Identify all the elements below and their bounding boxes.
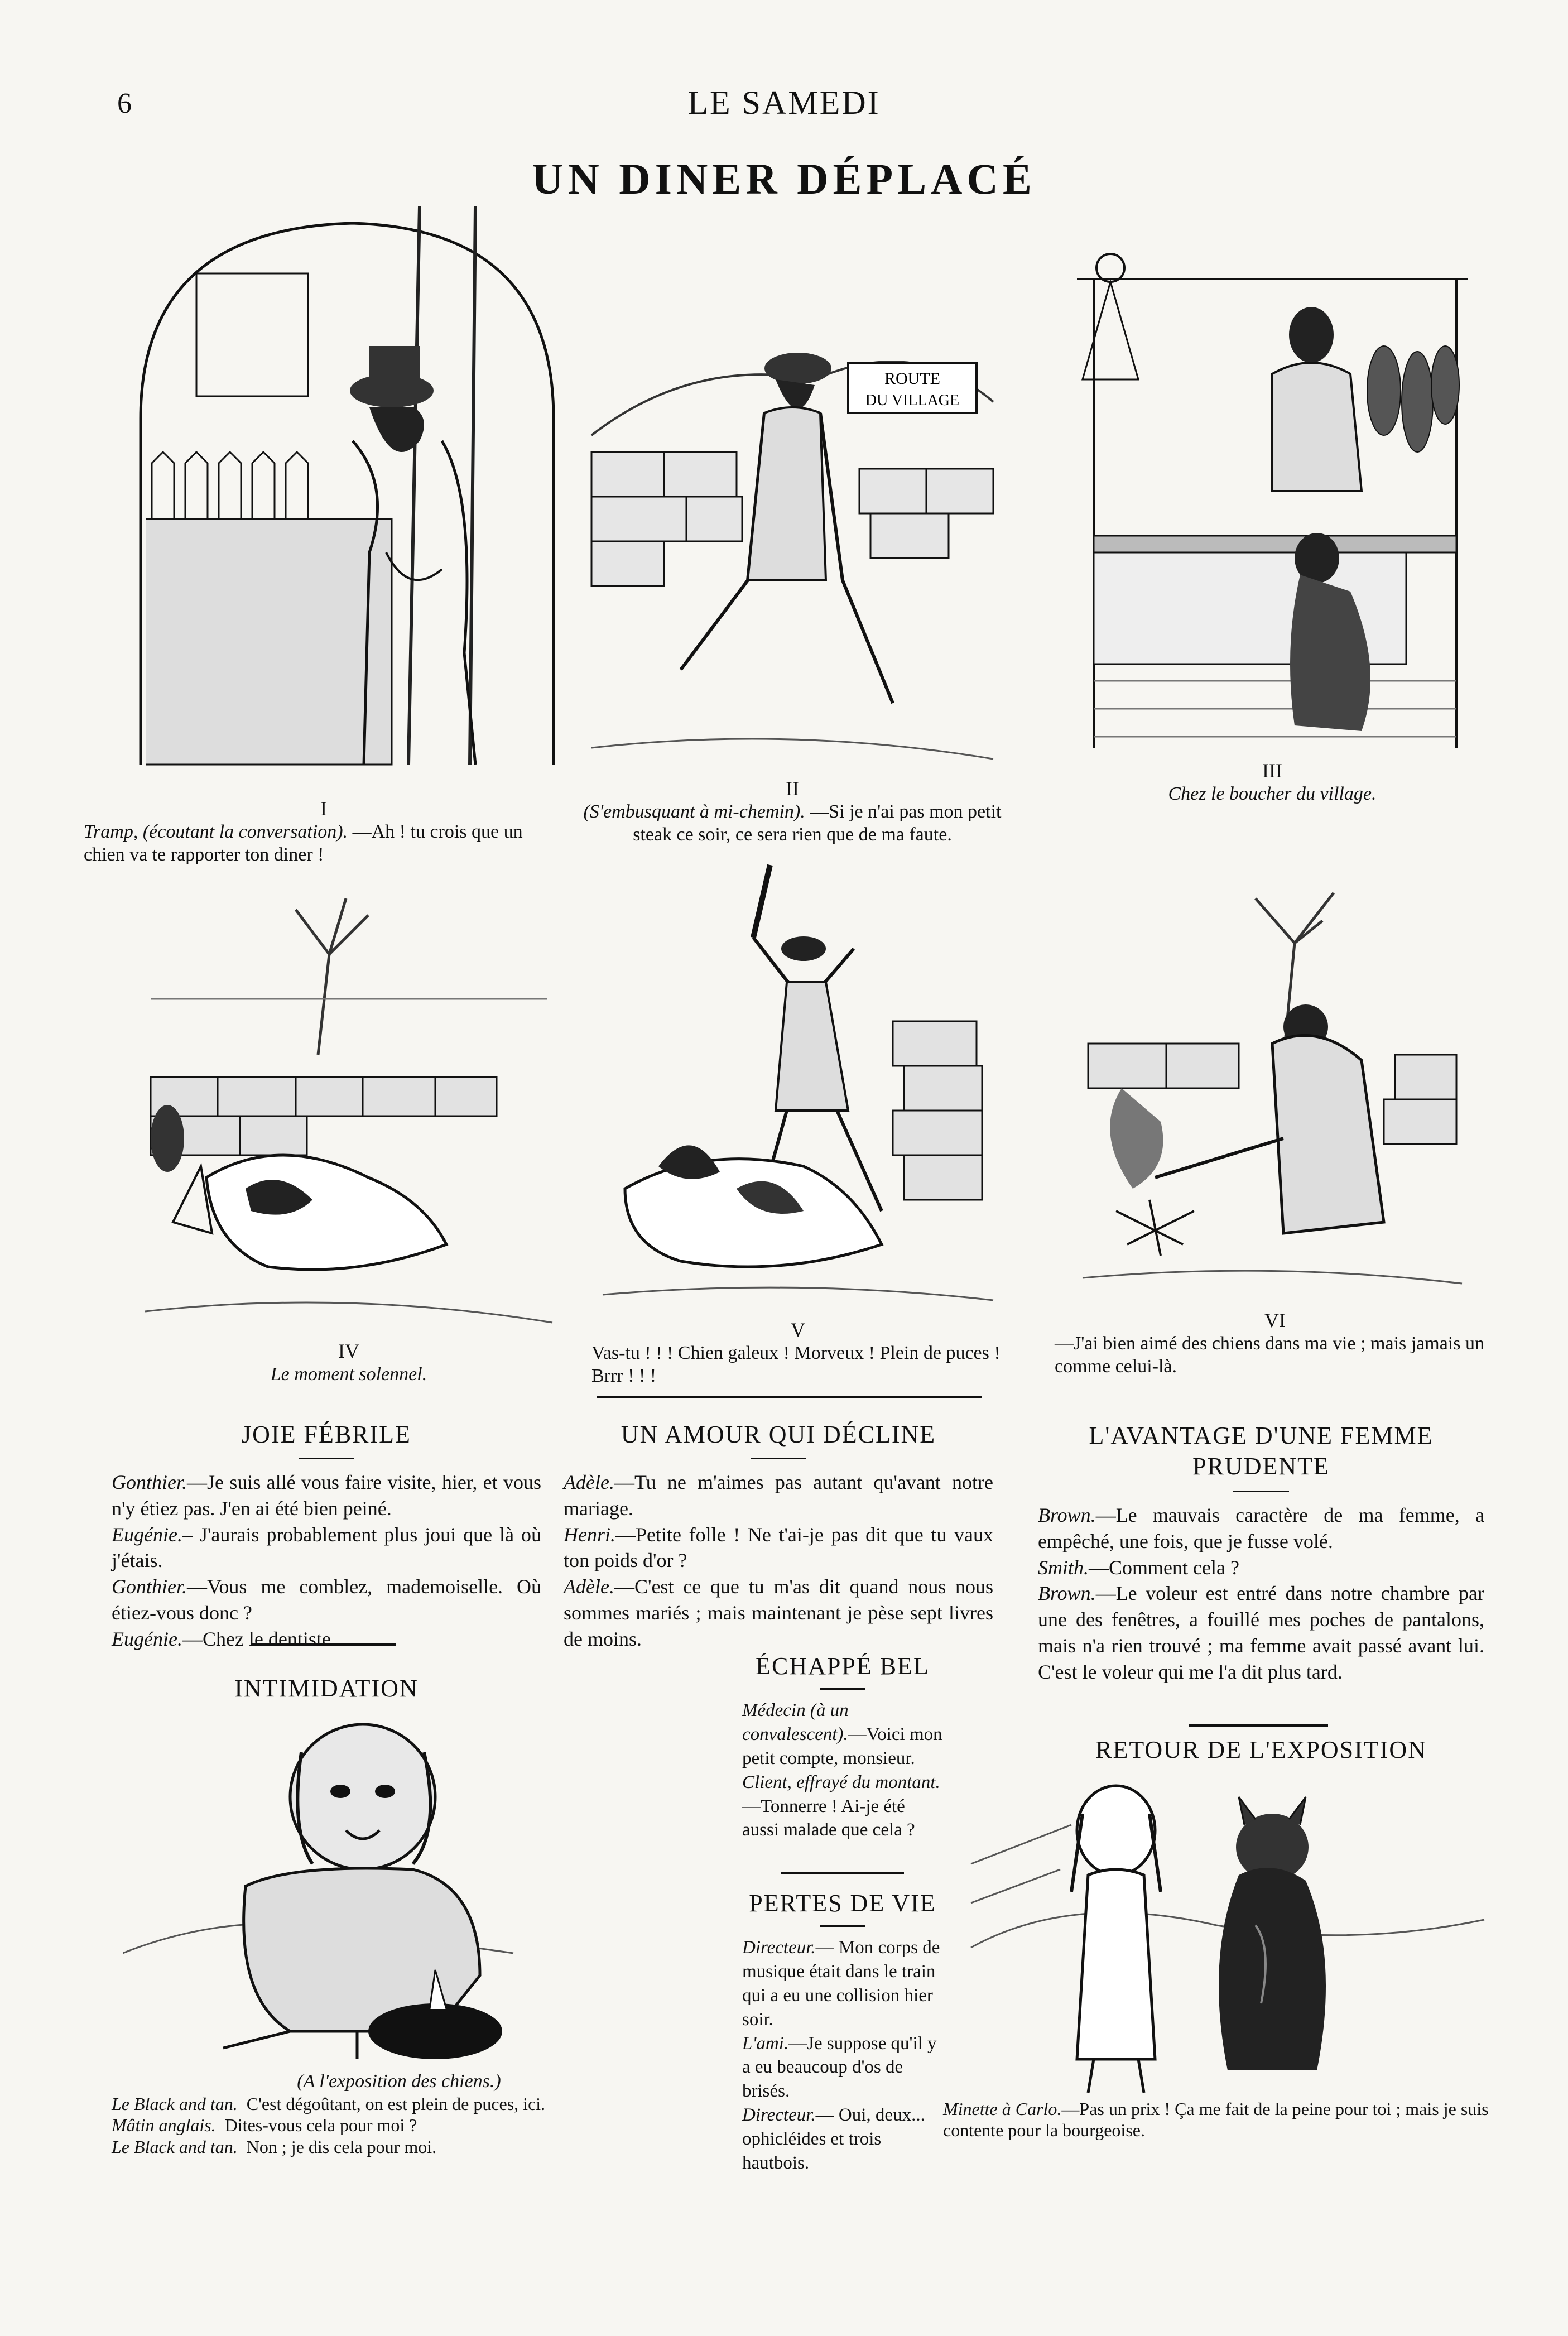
divider [1233, 1491, 1289, 1492]
echappe-title: ÉCHAPPÉ BEL [756, 1652, 930, 1680]
panel-6-illustration [1071, 876, 1473, 1306]
intimidation-illustration [123, 1719, 703, 2065]
amour-line: Adèle.—Tu ne m'aimes pas autant qu'avant notre mariage. [564, 1471, 993, 1520]
divider [781, 1872, 904, 1874]
retour-illustration [960, 1780, 1495, 2098]
tramp-walking-illustration [580, 268, 1004, 770]
pertes-story [742, 1889, 943, 2175]
amour-title: UN AMOUR QUI DÉCLINE [621, 1421, 936, 1448]
joie-line: Gonthier.—Je suis allé vous faire visite, hier, et vous n'y étiez pas. J'en ai été bien peiné. [112, 1471, 541, 1520]
masthead: LE SAMEDI [687, 84, 881, 121]
intimidation-line: Le Black and tan. C'est dégoûtant, on est plein de puces, ici. [112, 2093, 546, 2114]
panel-2-caption-italic: (S'embusquant à mi-chemin). [583, 801, 805, 823]
divider [820, 1925, 865, 1927]
panel-4-numeral: IV [338, 1340, 359, 1362]
tramp-cooking-illustration [1071, 876, 1473, 1306]
panel-2-numeral: II [786, 777, 799, 800]
divider [597, 1396, 982, 1398]
echappe-story [742, 1652, 943, 1842]
road-sign-line-1: ROUTE [884, 369, 940, 388]
retour-caption-text: —Pas un prix ! Ça me fait de la peine pour toi ; mais je suis contente pour la bourgeoise. [943, 2099, 1489, 2141]
retour-caption [943, 2098, 1495, 2141]
panel-3-caption-italic: Chez le boucher du village. [1168, 784, 1377, 805]
avantage-line: Brown.—Le voleur est entré dans notre chambre par une des fenêtres, a fouillé mes poches de pantalons, mais n'a rien trouvé ; ma femme avait passé avant lui. C'est le voleur qui me l'a dit plus tard. [1038, 1582, 1484, 1683]
panel-2-caption-text: —Si je n'ai pas mon petit steak ce soir, ce sera rien que de ma faute. [633, 801, 1002, 845]
panel-6-numeral: VI [1264, 1309, 1286, 1332]
panel-3-illustration [1071, 246, 1473, 753]
panel-4-illustration [134, 887, 564, 1339]
panel-1-numeral: I [320, 797, 327, 820]
mastiff-and-small-dog-illustration [123, 1719, 703, 2065]
divider [820, 1688, 865, 1690]
tramp-listening-illustration [129, 206, 565, 787]
intimidation-line: Le Black and tan. Non ; je dis cela pour moi. [112, 2136, 437, 2157]
road-sign-line-2: DU VILLAGE [865, 392, 960, 409]
panel-4-caption-italic: Le moment solennel. [270, 1364, 427, 1385]
tramp-chasing-dog-illustration [591, 854, 1004, 1317]
divider [299, 1458, 354, 1459]
panel-2-illustration [580, 268, 1004, 770]
intimidation-subtitle: (A l'exposition des chiens.) [297, 2071, 501, 2092]
dog-with-basket-illustration [134, 887, 564, 1339]
panel-2-caption [580, 777, 1004, 847]
intimidation-title: INTIMIDATION [234, 1675, 419, 1702]
panel-1-caption-text: —Ah ! tu crois que un chien va te rapporter ton diner ! [84, 821, 523, 865]
panel-6-caption [1055, 1309, 1495, 1378]
retour-caption-italic: Minette à Carlo. [943, 2099, 1062, 2119]
panel-5-caption-text: Vas-tu ! ! ! Chien galeux ! Morveux ! Plein de puces ! Brrr ! ! ! [591, 1343, 1001, 1386]
panel-4-caption [134, 1339, 564, 1386]
pertes-title: PERTES DE VIE [749, 1890, 936, 1917]
amour-line: Adèle.—C'est ce que tu m'as dit quand nous nous sommes mariés ; mais maintenant je pèse sept livres de moins. [564, 1575, 993, 1650]
page-number: 6 [117, 88, 132, 119]
joie-febrile-story [112, 1420, 541, 1652]
panel-5-caption [591, 1318, 1004, 1388]
amour-line: Henri.—Petite folle ! Ne t'ai-je pas dit que tu vaux ton poids d'or ? [564, 1523, 993, 1572]
divider [1189, 1724, 1328, 1727]
joie-line: Gonthier.—Vous me comblez, mademoiselle. Où étiez-vous donc ? [112, 1575, 541, 1624]
panel-6-caption-text: —J'ai bien aimé des chiens dans ma vie ; mais jamais un comme celui-là. [1055, 1333, 1484, 1377]
avantage-line: Brown.—Le mauvais caractère de ma femme, a empêché, une fois, que je fusse volé. [1038, 1504, 1484, 1552]
amour-story [564, 1420, 993, 1652]
joie-line: Eugénie.—Chez le dentiste. [112, 1627, 336, 1650]
panel-3-numeral: III [1262, 760, 1282, 782]
joie-febrile-title: JOIE FÉBRILE [242, 1421, 411, 1448]
panel-5-illustration [591, 854, 1004, 1317]
joie-line: Eugénie.– J'aurais probablement plus joui que là où j'étais. [112, 1523, 541, 1572]
divider [751, 1458, 806, 1459]
panel-3-caption [1071, 759, 1473, 806]
intimidation-title-block [112, 1674, 541, 1703]
pertes-line: L'ami.—Je suppose qu'il y a eu beaucoup d'os de brisés. [742, 2033, 937, 2102]
retour-title-block [1038, 1736, 1484, 1764]
panel-1-illustration [129, 206, 565, 787]
echappe-line: Médecin (à un convalescent).—Voici mon petit compte, monsieur. [742, 1700, 942, 1768]
avantage-title: L'AVANTAGE D'UNE FEMME PRUDENTE [1089, 1422, 1434, 1480]
butcher-shop-illustration [1071, 246, 1473, 753]
echappe-line: Client, effrayé du montant.—Tonnerre ! Ai-je été aussi malade que cela ? [742, 1772, 940, 1840]
pertes-line: Directeur.— Mon corps de musique était dans le train qui a eu une collision hier soir. [742, 1938, 940, 2030]
retour-title: RETOUR DE L'EXPOSITION [1095, 1736, 1427, 1763]
dog-and-cat-illustration [960, 1780, 1495, 2098]
pertes-line: Directeur.— Oui, deux... ophicléides et trois hautbois. [742, 2105, 925, 2174]
divider [251, 1643, 396, 1646]
main-title: UN DINER DÉPLACÉ [532, 155, 1036, 203]
panel-1-caption [84, 797, 564, 867]
panel-5-numeral: V [791, 1319, 805, 1341]
intimidation-line: Mâtin anglais. Dites-vous cela pour moi ? [112, 2115, 417, 2136]
avantage-story [1038, 1420, 1484, 1685]
avantage-line: Smith.—Comment cela ? [1038, 1556, 1239, 1579]
panel-1-caption-italic: Tramp, (écoutant la conversation). [84, 821, 348, 843]
intimidation-caption [112, 2070, 686, 2157]
